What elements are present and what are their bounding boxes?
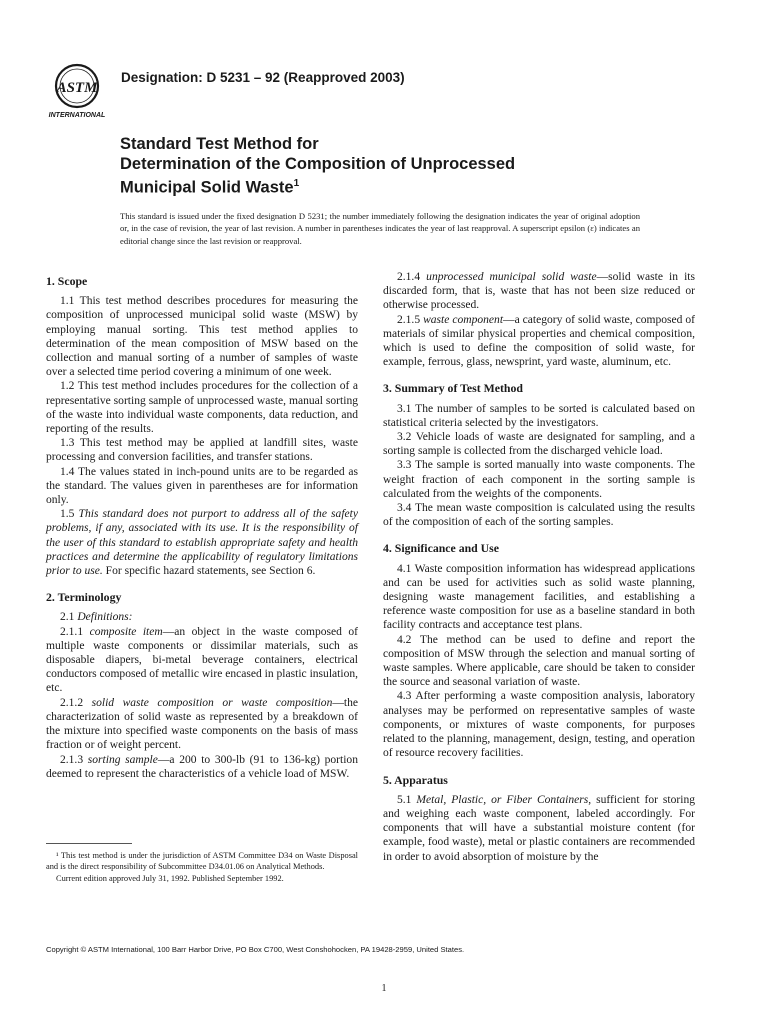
paragraph-2-1-5 (383, 313, 695, 370)
paragraph-3-3: 3.3 The sample is sorted manually into waste components. The weight fraction of each component in the sorting sample is calculated from the weights of the components. (383, 459, 695, 500)
right-column (383, 270, 695, 864)
p5-1-text: , sufficient for storing and weighing each waste component, labeled accordingly. For components that will have a substantial moisture content (for example, food waste), metal or plastic containers are recommended in order to avoid absorption of moisture by the (383, 793, 695, 863)
astm-logo (44, 62, 110, 120)
p2-1-4-number: 2.1.4 (397, 271, 427, 283)
p1-5-number: 1.5 (60, 508, 79, 521)
p2-1-1-number: 2.1.1 (60, 625, 90, 638)
paragraph-1-4: 1.4 The values stated in inch-pound units are to be regarded as the standard. The values given in parentheses are for information only. (46, 465, 358, 507)
logo-letters: ASTM (56, 80, 98, 96)
title-line-2: Determination of the Composition of Unprocessed (120, 155, 516, 173)
paragraph-1-2: 1.2 This test method includes procedures for the collection of a representative sorting sample of unprocessed waste, manual sorting of the waste into individual waste components, data reduction, and reporting of the results. (46, 380, 358, 436)
p2-1-number: 2.1 (60, 611, 78, 624)
left-column (46, 270, 358, 781)
section-heading-summary: 3. Summary of Test Method (383, 381, 523, 396)
term-waste-component: waste component (423, 313, 504, 326)
paragraph-1-1: 1.1 This test method describes procedures for measuring the composition of unprocessed municipal solid waste (MSW) by employing manual sorting. This test method applies to determination of the mean composition of MSW based on the collection and manual sorting of a number of samples of waste over a selected time period covering a minimum of one week. (46, 295, 358, 379)
term-unprocessed-msw: unprocessed municipal solid waste (426, 271, 597, 283)
title-line-3-text: Municipal Solid Waste (120, 178, 294, 197)
designation: Designation: D 5231 – 92 (Reapproved 2003) (121, 70, 405, 85)
section-heading-apparatus: 5. Apparatus (383, 772, 448, 787)
paragraph-1-3: 1.3 This test method may be applied at landfill sites, waste processing and conversion facilities, and transfer stations. (46, 437, 358, 464)
p2-1-5-text: —a category of solid waste, composed of materials of similar physical properties and chemical composition, which is used to define the composition of solid waste, for example, ferrous, glass, newsprint, yard waste, aluminum, etc. (383, 313, 696, 369)
p2-1-1-text: —an object in the waste composed of multiple waste components or dissimilar materials, such as disposable diapers, bi-metal beverage containers, electrical conductors composed of metallic wire encased in plastic insulation, etc. (46, 625, 358, 695)
section-heading-scope: 1. Scope (46, 274, 88, 288)
footnote-1: ¹ This test method is under the jurisdiction of ASTM Committee D34 on Waste Disposal and is the direct responsibility of Subcommittee D34.01.06 on Analytical Methods. (46, 851, 358, 872)
p2-1-2-text: —the characterization of solid waste as represented by a breakdown of the mixture into specified waste components on the basis of mass fraction or of weight percent. (46, 696, 358, 752)
paragraph-2-1 (46, 610, 358, 624)
term-sorting-sample: sorting sample (87, 753, 158, 766)
paragraph-2-1-2 (46, 696, 358, 753)
paragraph-3-4: 3.4 The mean waste composition is calculated using the results of the composition of each of the sorting samples. (383, 502, 695, 529)
paragraph-3-2: 3.2 Vehicle loads of waste are designated for sampling, and a sorting sample is collected from the discharged vehicle load. (383, 431, 695, 458)
paragraph-4-2: 4.2 The method can be used to define and report the composition of MSW through the selection and manual sorting of waste samples. Where applicable, care should be taken to consider the source and seasonal variation of waste. (383, 633, 695, 689)
footnote-edition: Current edition approved July 31, 1992. Published September 1992. (56, 873, 284, 883)
document-title (120, 134, 680, 198)
paragraph-2-1-1 (46, 625, 358, 696)
section-heading-terminology: 2. Terminology (46, 590, 122, 605)
paragraph-2-1-3 (46, 753, 358, 781)
p2-1-2-number: 2.1.2 (60, 696, 92, 709)
term-containers: Metal, Plastic, or Fiber Containers (416, 793, 589, 806)
p2-1-4-text: —solid waste in its discarded form, that is, waste that has not been size reduced or otherwise processed. (383, 271, 695, 312)
paragraph-1-5 (46, 507, 358, 578)
p1-5-safety-text: This standard does not purport to address all of the safety problems, if any, associated with its use. It is the responsibility of the user of this standard to establish appropriate safety and health practices and determine the applicability of regulatory limitations prior to use. (46, 508, 358, 578)
logo-subtitle: INTERNATIONAL (48, 112, 106, 119)
title-line-3 (120, 174, 680, 198)
paragraph-3-1: 3.1 The number of samples to be sorted is calculated based on statistical criteria selected by the investigators. (383, 402, 695, 429)
paragraph-2-1-4 (383, 270, 695, 313)
p2-1-3-text: —a 200 to 300-lb (91 to 136-kg) portion deemed to represent the characteristics of a vehicle load of MSW. (46, 753, 358, 780)
p1-5-rest: For specific hazard statements, see Section 6. (102, 565, 316, 578)
paragraph-4-1: 4.1 Waste composition information has widespread applications and can be used for activities such as solid waste planning, designing waste management facilities, and establishing a reference waste composition for use as a baseline standard in both facility contracts and acceptance test plans. (383, 562, 695, 632)
page-number: 1 (381, 983, 387, 994)
paragraph-4-3: 4.3 After performing a waste composition analysis, laboratory analyses may be performed on representative samples of waste components, or mixtures of waste components, for purposes related to the planning, management, design, testing, and operation of resource recovery facilities. (383, 690, 695, 760)
p5-1-number: 5.1 (397, 793, 417, 806)
footnote-divider (46, 843, 132, 844)
p2-1-definitions: Definitions: (77, 611, 133, 624)
paragraph-5-1 (383, 793, 695, 864)
p2-1-3-number: 2.1.3 (60, 753, 88, 766)
title-footnote-mark: 1 (293, 178, 300, 189)
title-line-1: Standard Test Method for (120, 135, 319, 153)
section-heading-significance: 4. Significance and Use (383, 541, 500, 556)
footnotes (46, 850, 358, 884)
p2-1-5-number: 2.1.5 (397, 313, 424, 326)
standard-notice: This standard is issued under the fixed designation D 5231; the number immediately following the designation indicates the year of original adoption or, in the case of revision, the year of last revision. A number in parentheses indicates the year of last reapproval. A superscript epsilon (ε) indicates an editorial change since the last revision or reapproval. (120, 211, 640, 246)
term-waste-composition: solid waste composition or waste composition (91, 696, 333, 709)
copyright-line: Copyright © ASTM International, 100 Barr Harbor Drive, PO Box C700, West Conshohocken, PA 19428-2959, United States. (46, 945, 465, 954)
term-composite-item: composite item (89, 625, 163, 638)
